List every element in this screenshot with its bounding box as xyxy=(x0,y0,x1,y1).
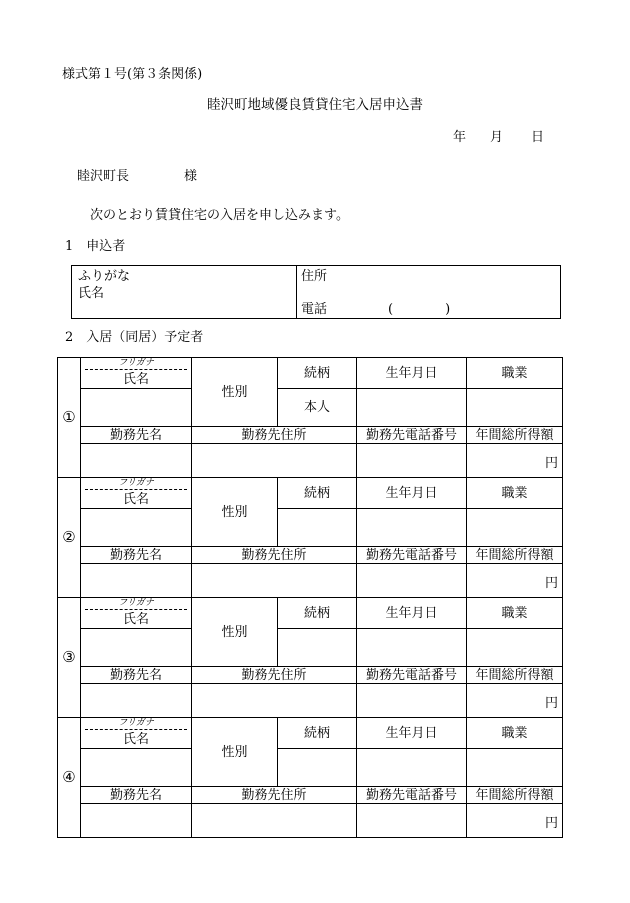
date-year-label: 年 xyxy=(453,130,467,145)
workplace-name-cell[interactable] xyxy=(81,804,192,838)
workplace-address-cell[interactable] xyxy=(192,684,357,718)
annual-income-header: 年間総所得額 xyxy=(467,427,563,444)
annual-income-header: 年間総所得額 xyxy=(467,547,563,564)
annual-income-cell[interactable]: 円 xyxy=(467,564,563,598)
relation-header: 続柄 xyxy=(278,598,357,629)
name-label: 氏名 xyxy=(122,732,149,747)
occupant-number: ② xyxy=(58,478,81,598)
relation-header: 続柄 xyxy=(278,358,357,389)
annual-income-cell[interactable]: 円 xyxy=(467,684,563,718)
workplace-name-cell[interactable] xyxy=(81,444,192,478)
furigana-label: フリガナ xyxy=(118,598,154,608)
workplace-phone-cell[interactable] xyxy=(357,684,467,718)
honorific: 様 xyxy=(184,169,198,184)
gender-header: 性別 xyxy=(192,598,278,667)
birthdate-cell[interactable] xyxy=(357,749,467,787)
addressee: 睦沢町長 xyxy=(77,169,130,184)
furigana-label: フリガナ xyxy=(118,718,154,728)
workplace-address-header: 勤務先住所 xyxy=(192,427,357,444)
occupation-cell[interactable] xyxy=(467,389,563,427)
applicant-table xyxy=(71,265,561,319)
occupant-block-3 xyxy=(57,597,562,717)
birthdate-cell[interactable] xyxy=(357,629,467,667)
applicant-phone-label: 電話 xyxy=(301,302,328,317)
workplace-phone-cell[interactable] xyxy=(357,804,467,838)
occupant-number: ① xyxy=(58,358,81,478)
relation-header: 続柄 xyxy=(278,718,357,749)
occupation-header: 職業 xyxy=(467,478,563,509)
annual-income-cell[interactable]: 円 xyxy=(467,804,563,838)
applicant-furigana-label: ふりがな xyxy=(78,269,131,284)
workplace-address-cell[interactable] xyxy=(192,564,357,598)
furigana-name-header xyxy=(81,358,192,389)
workplace-address-header: 勤務先住所 xyxy=(192,787,357,804)
workplace-address-header: 勤務先住所 xyxy=(192,667,357,684)
annual-income-header: 年間総所得額 xyxy=(467,787,563,804)
occupant-table xyxy=(57,717,563,838)
applicant-address-label: 住所 xyxy=(301,269,328,284)
applicant-name-label: 氏名 xyxy=(78,286,105,301)
date-month-label: 月 xyxy=(490,130,504,145)
annual-income-header: 年間総所得額 xyxy=(467,667,563,684)
gender-header: 性別 xyxy=(192,478,278,547)
gender-header: 性別 xyxy=(192,718,278,787)
name-cell[interactable] xyxy=(81,629,192,667)
workplace-name-header: 勤務先名 xyxy=(81,547,192,564)
furigana-label: フリガナ xyxy=(118,478,154,488)
workplace-phone-header: 勤務先電話番号 xyxy=(357,427,467,444)
relation-cell[interactable] xyxy=(278,509,357,547)
occupant-table xyxy=(57,597,563,718)
annual-income-cell[interactable]: 円 xyxy=(467,444,563,478)
workplace-phone-header: 勤務先電話番号 xyxy=(357,667,467,684)
applicant-phone-paren: ( ) xyxy=(388,302,451,317)
name-label: 氏名 xyxy=(122,612,149,627)
birthdate-header: 生年月日 xyxy=(357,718,467,749)
intro-text: 次のとおり賃貸住宅の入居を申し込みます。 xyxy=(90,208,349,223)
name-label: 氏名 xyxy=(122,492,149,507)
furigana-name-header xyxy=(81,598,192,629)
occupant-number: ④ xyxy=(58,718,81,838)
birthdate-header: 生年月日 xyxy=(357,478,467,509)
furigana-name-header xyxy=(81,718,192,749)
workplace-phone-header: 勤務先電話番号 xyxy=(357,787,467,804)
workplace-phone-cell[interactable] xyxy=(357,564,467,598)
birthdate-header: 生年月日 xyxy=(357,358,467,389)
occupant-table xyxy=(57,477,563,598)
applicant-divider xyxy=(296,266,297,318)
occupation-header: 職業 xyxy=(467,718,563,749)
furigana-label: フリガナ xyxy=(118,358,154,368)
occupant-table xyxy=(57,357,563,478)
occupation-cell[interactable] xyxy=(467,629,563,667)
workplace-name-header: 勤務先名 xyxy=(81,427,192,444)
birthdate-cell[interactable] xyxy=(357,509,467,547)
workplace-address-cell[interactable] xyxy=(192,804,357,838)
workplace-name-cell[interactable] xyxy=(81,564,192,598)
occupation-header: 職業 xyxy=(467,598,563,629)
workplace-phone-cell[interactable] xyxy=(357,444,467,478)
occupant-number: ③ xyxy=(58,598,81,718)
birthdate-cell[interactable] xyxy=(357,389,467,427)
occupation-header: 職業 xyxy=(467,358,563,389)
relation-cell[interactable] xyxy=(278,629,357,667)
furigana-name-header xyxy=(81,478,192,509)
form-number: 様式第１号(第３条関係) xyxy=(62,67,203,82)
name-cell[interactable] xyxy=(81,749,192,787)
workplace-phone-header: 勤務先電話番号 xyxy=(357,547,467,564)
occupation-cell[interactable] xyxy=(467,509,563,547)
form-title: 睦沢町地域優良賃貸住宅入居申込書 xyxy=(207,97,423,113)
workplace-address-cell[interactable] xyxy=(192,444,357,478)
occupation-cell[interactable] xyxy=(467,749,563,787)
workplace-name-header: 勤務先名 xyxy=(81,787,192,804)
workplace-name-cell[interactable] xyxy=(81,684,192,718)
relation-header: 続柄 xyxy=(278,478,357,509)
relation-cell[interactable] xyxy=(278,749,357,787)
date-day-label: 日 xyxy=(531,130,545,145)
occupant-block-4 xyxy=(57,717,562,837)
birthdate-header: 生年月日 xyxy=(357,598,467,629)
occupant-block-2 xyxy=(57,477,562,597)
section-occupants-label: 2 入居（同居）予定者 xyxy=(65,330,204,345)
gender-header: 性別 xyxy=(192,358,278,427)
relation-cell[interactable]: 本人 xyxy=(278,389,357,427)
section-applicant-label: 1 申込者 xyxy=(65,239,126,254)
occupant-block-1 xyxy=(57,357,562,477)
name-cell[interactable] xyxy=(81,509,192,547)
name-label: 氏名 xyxy=(122,372,149,387)
workplace-address-header: 勤務先住所 xyxy=(192,547,357,564)
workplace-name-header: 勤務先名 xyxy=(81,667,192,684)
name-cell[interactable] xyxy=(81,389,192,427)
